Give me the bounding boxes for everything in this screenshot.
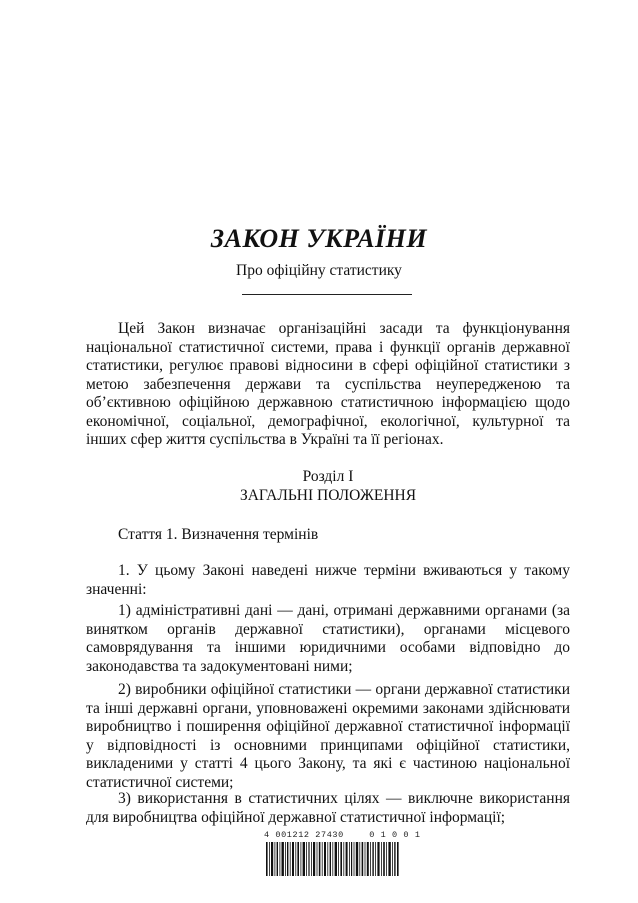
definition-item: 2) виробники офіційної статистики — органи державної статистики та інші державні органи, уповноважені окремими законами здійснювати виробництво і поширення офіційної державної статистичної інформації у відповідності із основними принципами офіційної статистики, викладеними у статті 4 цього Закону, та які є частиною національної статистичної системи; <box>86 681 570 791</box>
barcode-icon <box>264 842 400 876</box>
section-name: ЗАГАЛЬНІ ПОЛОЖЕННЯ <box>239 487 417 504</box>
barcode-number <box>264 830 421 840</box>
definition-item: 1) адміністративні дані — дані, отримані державними органами (за винятком органів державної статистики), органами місцевого самоврядування та іншими юридичними особами відповідно до законодавства та задокументовані ними; <box>86 602 570 675</box>
title-divider <box>242 294 412 295</box>
definition-item: 3) використання в статистичних цілях — виключне використання для виробництва офіційної державної статистичної інформації; <box>86 790 570 826</box>
law-title: ЗАКОН УКРАЇНИ <box>210 224 428 253</box>
article-heading: Стаття 1. Визначення термінів <box>118 526 319 543</box>
article-intro: 1. У цьому Законі наведені нижче терміни вживаються у такому значенні: <box>86 562 570 598</box>
section-number: Розділ I <box>302 468 354 485</box>
law-subtitle: Про офіційну статистику <box>236 262 402 279</box>
preamble-paragraph: Цей Закон визначає організаційні засади та функціонування національної статистичної системи, права і функції органів державної статистики, регулює правові відносини в сфері офіційної статистики з метою забезпечення держави та суспільства неупередженою та об’єктивною офіційною державною статистичною інформацією щодо економічної, соціальної, демографічної, екологічної, культурної та інших сфер життя суспільства в Україні та її регіонах. <box>86 320 570 448</box>
barcode-number-left: 4 001212 27430 <box>264 830 344 840</box>
barcode-block <box>264 830 421 876</box>
barcode-number-right: 0 1 0 0 1 <box>369 830 421 840</box>
